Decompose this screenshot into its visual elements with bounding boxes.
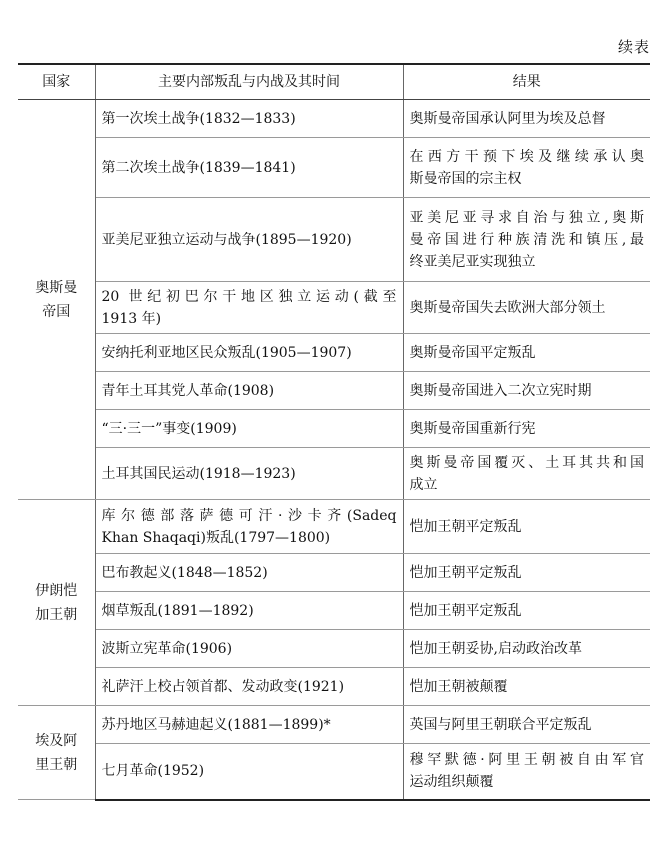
result-cell bbox=[403, 706, 650, 744]
country-cell bbox=[18, 706, 95, 800]
result-cell bbox=[403, 138, 650, 198]
header-country: 国家 bbox=[18, 64, 95, 100]
line: 礼萨汗上校占领首都、发动政变(1921) bbox=[101, 678, 345, 695]
line: 斯曼帝国的宗主权 bbox=[409, 170, 522, 187]
line: 奥斯曼帝国进入二次立宪时期 bbox=[409, 382, 592, 399]
result-cell bbox=[403, 198, 650, 282]
event-cell bbox=[95, 706, 403, 744]
history-table bbox=[18, 63, 650, 801]
line: 奥斯曼帝国承认阿里为埃及总督 bbox=[409, 110, 606, 127]
country-cell bbox=[18, 500, 95, 706]
line: 恺加王朝妥协,启动政治改革 bbox=[409, 640, 582, 657]
table-row bbox=[18, 592, 650, 630]
line: 恺加王朝平定叛乱 bbox=[409, 602, 522, 619]
result-cell bbox=[403, 100, 650, 138]
table-row bbox=[18, 138, 650, 198]
table-row bbox=[18, 706, 650, 744]
line: 亚美尼亚独立运动与战争(1895—1920) bbox=[101, 231, 352, 248]
event-cell bbox=[95, 630, 403, 668]
line: 库尔德部落萨德可汗·沙卡齐(Sadeq bbox=[101, 507, 397, 524]
line: 恺加王朝平定叛乱 bbox=[409, 518, 522, 535]
event-cell bbox=[95, 138, 403, 198]
line: 奥斯曼帝国覆灭、土耳其共和国 bbox=[409, 454, 644, 471]
line: 第一次埃土战争(1832—1833) bbox=[101, 110, 296, 127]
table-row bbox=[18, 500, 650, 554]
line: “三·三一”事变(1909) bbox=[101, 420, 237, 437]
event-cell bbox=[95, 198, 403, 282]
line: 20 世纪初巴尔干地区独立运动(截至 bbox=[101, 288, 397, 305]
table-row bbox=[18, 198, 650, 282]
table-row bbox=[18, 372, 650, 410]
line: 1913 年) bbox=[101, 310, 162, 327]
line: 奥斯曼帝国重新行宪 bbox=[409, 420, 536, 437]
line: 恺加王朝平定叛乱 bbox=[409, 564, 522, 581]
line: 苏丹地区马赫迪起义(1881—1899)* bbox=[101, 716, 331, 733]
line: 亚美尼亚寻求自治与独立,奥斯 bbox=[409, 209, 644, 226]
result-cell bbox=[403, 592, 650, 630]
result-cell bbox=[403, 282, 650, 334]
result-cell bbox=[403, 334, 650, 372]
table-header-row bbox=[18, 64, 650, 100]
line: 成立 bbox=[409, 476, 438, 493]
result-cell bbox=[403, 448, 650, 500]
country-cell bbox=[18, 100, 95, 500]
event-cell bbox=[95, 334, 403, 372]
table-row bbox=[18, 630, 650, 668]
header-result: 结果 bbox=[403, 64, 650, 100]
line: 烟草叛乱(1891—1892) bbox=[101, 602, 254, 619]
line: 帝国 bbox=[42, 303, 71, 320]
event-cell bbox=[95, 100, 403, 138]
table-row bbox=[18, 448, 650, 500]
line: 里王朝 bbox=[35, 756, 78, 773]
table-row bbox=[18, 744, 650, 800]
event-cell bbox=[95, 554, 403, 592]
event-cell bbox=[95, 744, 403, 800]
table-body bbox=[18, 100, 650, 800]
table-row bbox=[18, 100, 650, 138]
event-cell bbox=[95, 282, 403, 334]
line: 在西方干预下埃及继续承认奥 bbox=[409, 148, 644, 165]
line: 奥斯曼帝国平定叛乱 bbox=[409, 344, 536, 361]
table-row bbox=[18, 282, 650, 334]
line: 运动组织颠覆 bbox=[409, 774, 494, 791]
event-cell bbox=[95, 372, 403, 410]
line: 巴布教起义(1848—1852) bbox=[101, 564, 268, 581]
line: 埃及阿 bbox=[35, 732, 78, 749]
header-events: 主要内部叛乱与内战及其时间 bbox=[95, 64, 403, 100]
result-cell bbox=[403, 630, 650, 668]
line: 英国与阿里王朝联合平定叛乱 bbox=[409, 716, 592, 733]
line: 奥斯曼帝国失去欧洲大部分领土 bbox=[409, 299, 606, 316]
event-cell bbox=[95, 668, 403, 706]
line: 波斯立宪革命(1906) bbox=[101, 640, 233, 657]
event-cell bbox=[95, 500, 403, 554]
result-cell bbox=[403, 410, 650, 448]
result-cell bbox=[403, 668, 650, 706]
result-cell bbox=[403, 372, 650, 410]
table-caption: 续表 bbox=[617, 38, 650, 56]
line: 恺加王朝被颠覆 bbox=[409, 678, 508, 695]
line: Khan Shaqaqi)叛乱(1797—1800) bbox=[101, 529, 331, 546]
table-row bbox=[18, 334, 650, 372]
result-cell bbox=[403, 554, 650, 592]
line: 伊朗恺 bbox=[35, 582, 78, 599]
line: 土耳其国民运动(1918—1923) bbox=[101, 465, 296, 482]
result-cell bbox=[403, 500, 650, 554]
table-row bbox=[18, 554, 650, 592]
line: 青年土耳其党人革命(1908) bbox=[101, 382, 275, 399]
result-cell bbox=[403, 744, 650, 800]
table-row bbox=[18, 410, 650, 448]
event-cell bbox=[95, 448, 403, 500]
event-cell bbox=[95, 410, 403, 448]
line: 七月革命(1952) bbox=[101, 763, 205, 780]
line: 加王朝 bbox=[35, 606, 78, 623]
line: 曼帝国进行种族清洗和镇压,最 bbox=[409, 231, 644, 248]
line: 终亚美尼亚实现独立 bbox=[409, 253, 536, 270]
table-row bbox=[18, 668, 650, 706]
line: 奥斯曼 bbox=[35, 279, 78, 296]
event-cell bbox=[95, 592, 403, 630]
line: 安纳托利亚地区民众叛乱(1905—1907) bbox=[101, 344, 352, 361]
line: 第二次埃土战争(1839—1841) bbox=[101, 159, 296, 176]
line: 穆罕默德·阿里王朝被自由军官 bbox=[409, 752, 644, 769]
